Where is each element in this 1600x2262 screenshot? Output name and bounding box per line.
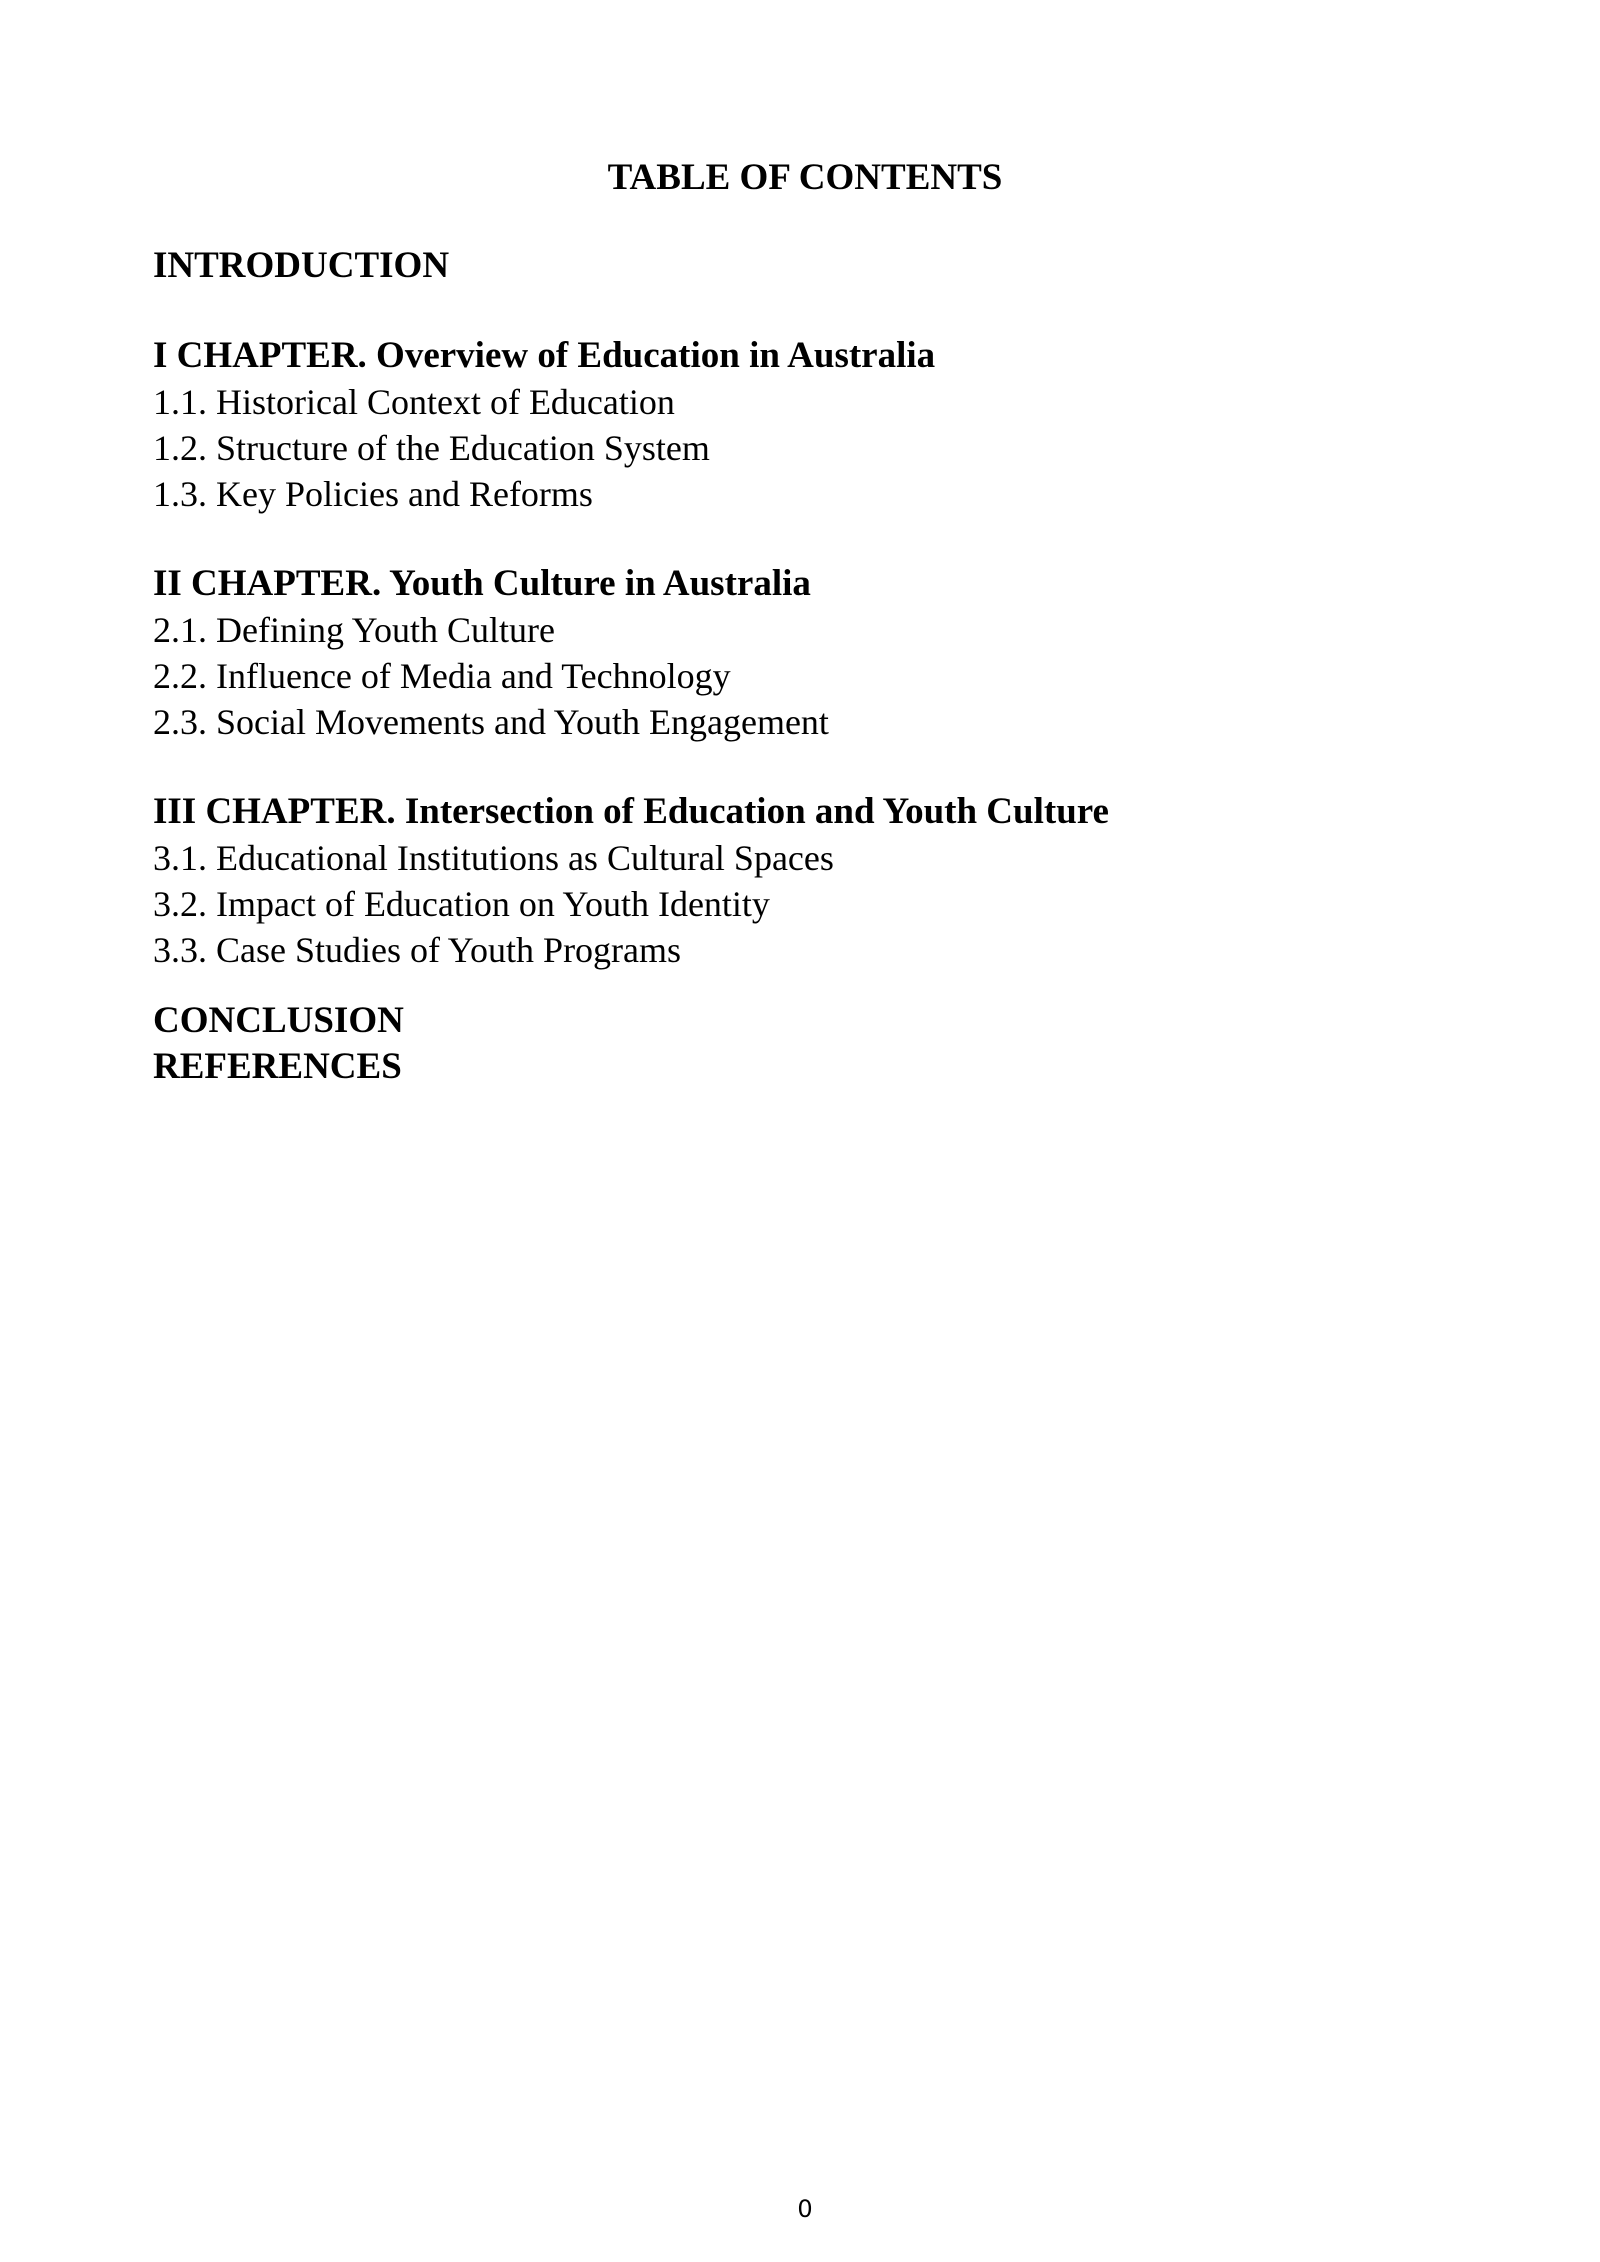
toc-section-2-2: 2.2. Influence of Media and Technology [153,656,731,696]
toc-chapter-1-heading: I CHAPTER. Overview of Education in Australia [153,335,936,376]
table-of-contents [153,243,1453,1090]
toc-chapter-2-heading: II CHAPTER. Youth Culture in Australia [153,563,811,604]
toc-chapter-3-heading: III CHAPTER. Intersection of Education and Youth Culture [153,791,1109,832]
toc-section-2-1: 2.1. Defining Youth Culture [153,610,556,650]
toc-section-3-3: 3.3. Case Studies of Youth Programs [153,930,682,970]
toc-section-3-2: 3.2. Impact of Education on Youth Identity [153,884,770,924]
toc-section-1-3: 1.3. Key Policies and Reforms [153,474,593,514]
toc-section-2-3: 2.3. Social Movements and Youth Engagement [153,702,829,742]
page-number: 0 [797,2195,813,2223]
toc-section-3-1: 3.1. Educational Institutions as Cultural Spaces [153,838,834,878]
toc-introduction: INTRODUCTION [153,245,450,286]
toc-section-1-1: 1.1. Historical Context of Education [153,382,675,422]
toc-title: TABLE OF CONTENTS [607,157,1003,198]
toc-section-1-2: 1.2. Structure of the Education System [153,428,710,468]
toc-references: REFERENCES [153,1046,402,1087]
toc-conclusion: CONCLUSION [153,1000,404,1041]
